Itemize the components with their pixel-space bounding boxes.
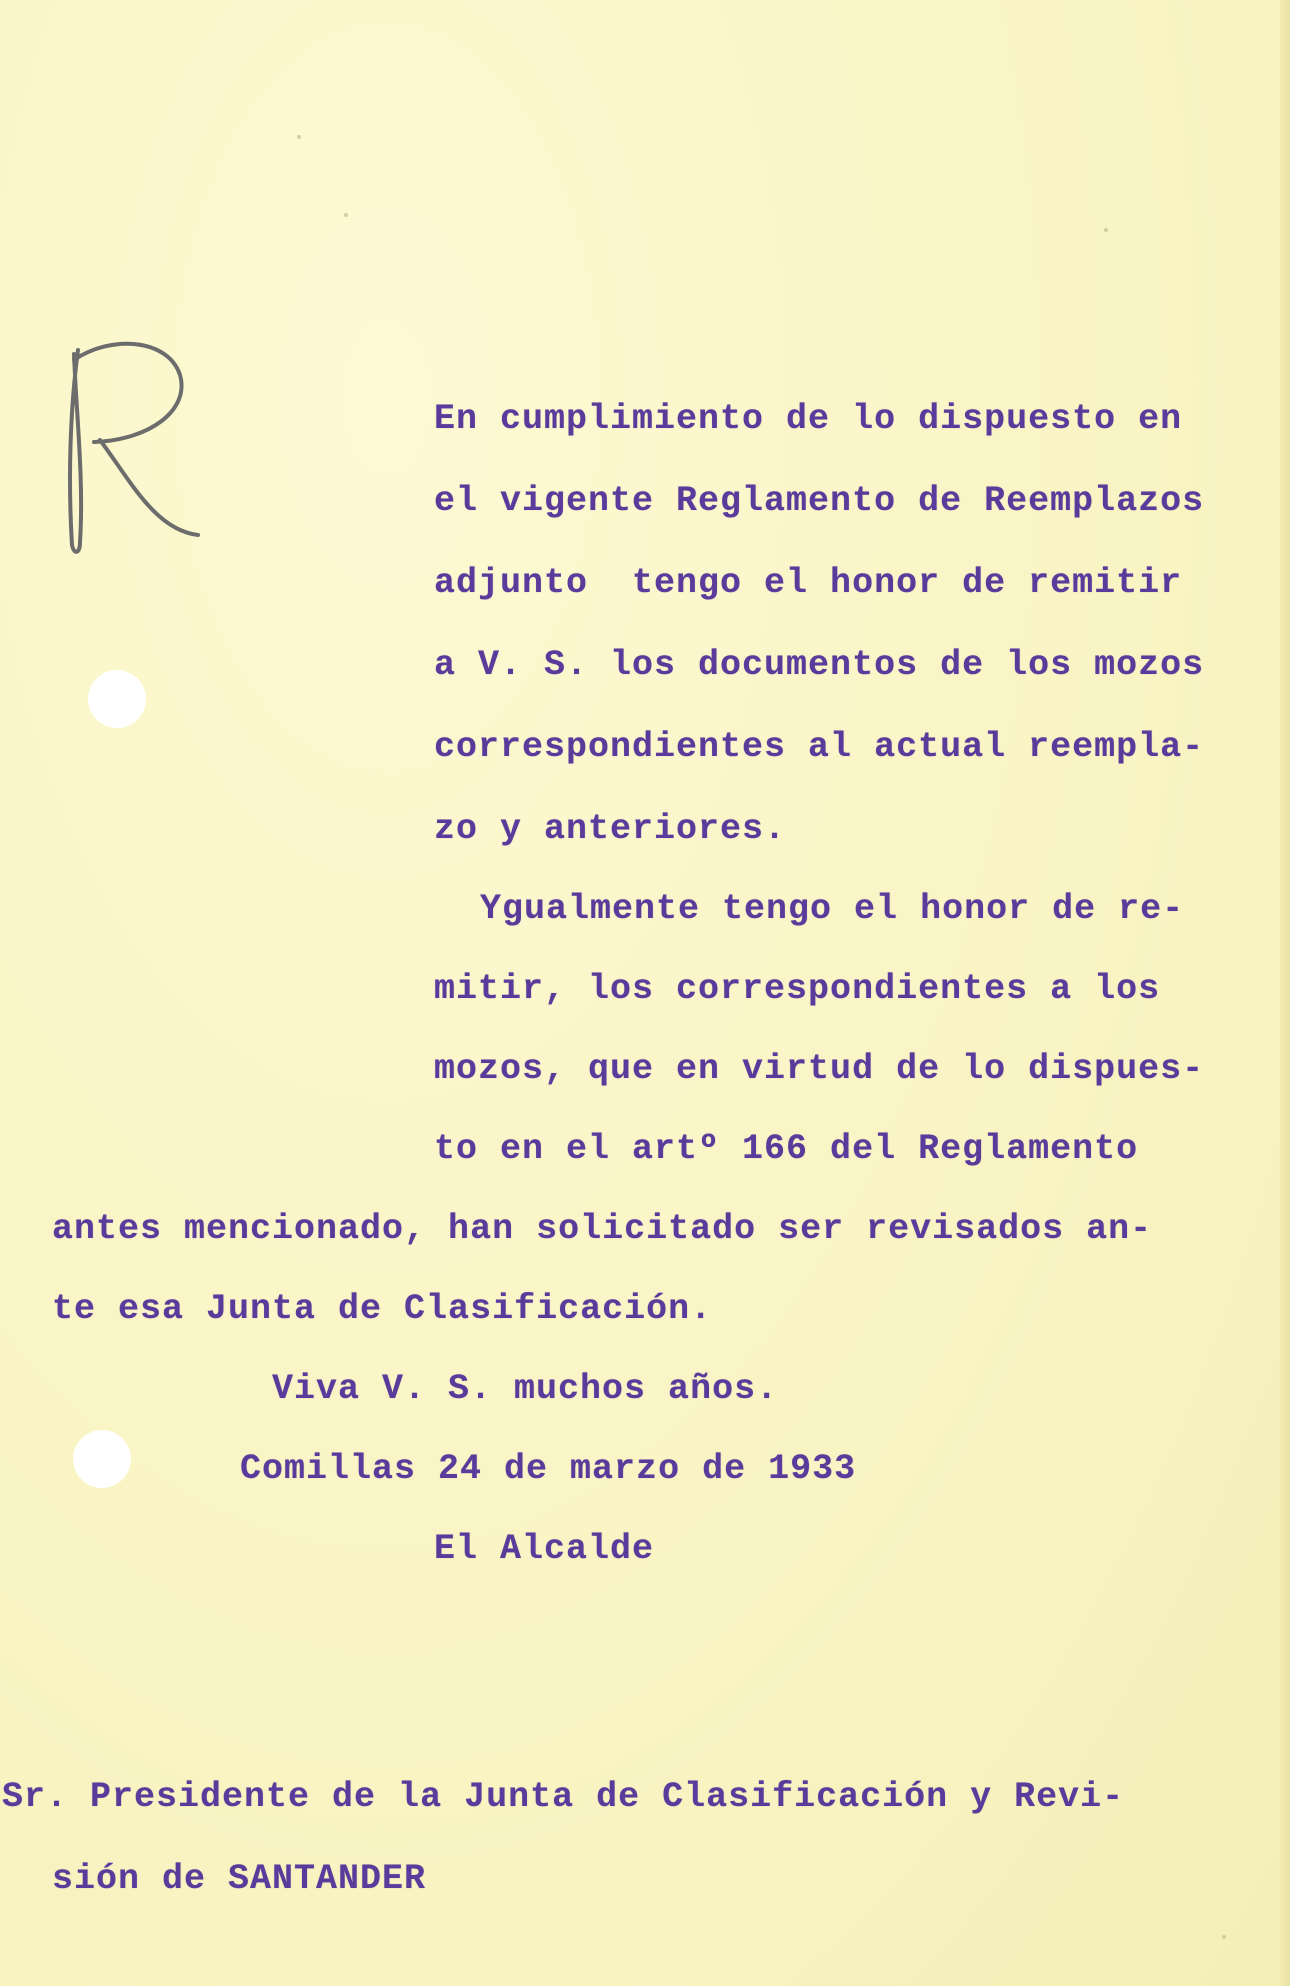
- handwritten-initial-r: [50, 330, 210, 560]
- paragraph-2-line-5: antes mencionado, han solicitado ser revisados an-: [52, 1209, 1153, 1249]
- signatory-title: El Alcalde: [434, 1529, 655, 1569]
- paragraph-2-line-1: Ygualmente tengo el honor de re-: [480, 889, 1185, 929]
- paragraph-1-line-2: el vigente Reglamento de Reemplazos: [434, 481, 1205, 521]
- paragraph-1-line-5: correspondientes al actual reempla-: [434, 727, 1205, 767]
- place-and-date: Comillas 24 de marzo de 1933: [240, 1449, 857, 1489]
- paragraph-1-line-3: adjunto tengo el honor de remitir: [434, 563, 1183, 603]
- paragraph-1-line-6: zo y anteriores.: [434, 809, 787, 849]
- addressee-line-1: Sr. Presidente de la Junta de Clasificación y Revi-: [2, 1777, 1125, 1817]
- paragraph-2-line-6: te esa Junta de Clasificación.: [52, 1289, 713, 1329]
- page-edge: [1280, 0, 1290, 1986]
- paper-speck: [344, 213, 348, 217]
- paragraph-1-line-1: En cumplimiento de lo dispuesto en: [434, 399, 1183, 439]
- paragraph-2-line-3: mozos, que en virtud de lo dispues-: [434, 1049, 1205, 1089]
- paragraph-1-line-4: a V. S. los documentos de los mozos: [434, 645, 1205, 685]
- paper-speck: [1222, 1935, 1226, 1939]
- paragraph-2-line-2: mitir, los correspondientes a los: [434, 969, 1161, 1009]
- paragraph-2-line-4: to en el artº 166 del Reglamento: [434, 1129, 1139, 1169]
- addressee-line-2: sión de SANTANDER: [52, 1859, 427, 1899]
- punch-hole-bottom: [73, 1430, 131, 1488]
- closing-formula: Viva V. S. muchos años.: [272, 1369, 779, 1409]
- punch-hole-top: [88, 670, 146, 728]
- paper-speck: [297, 135, 301, 139]
- paper-speck: [1104, 228, 1108, 232]
